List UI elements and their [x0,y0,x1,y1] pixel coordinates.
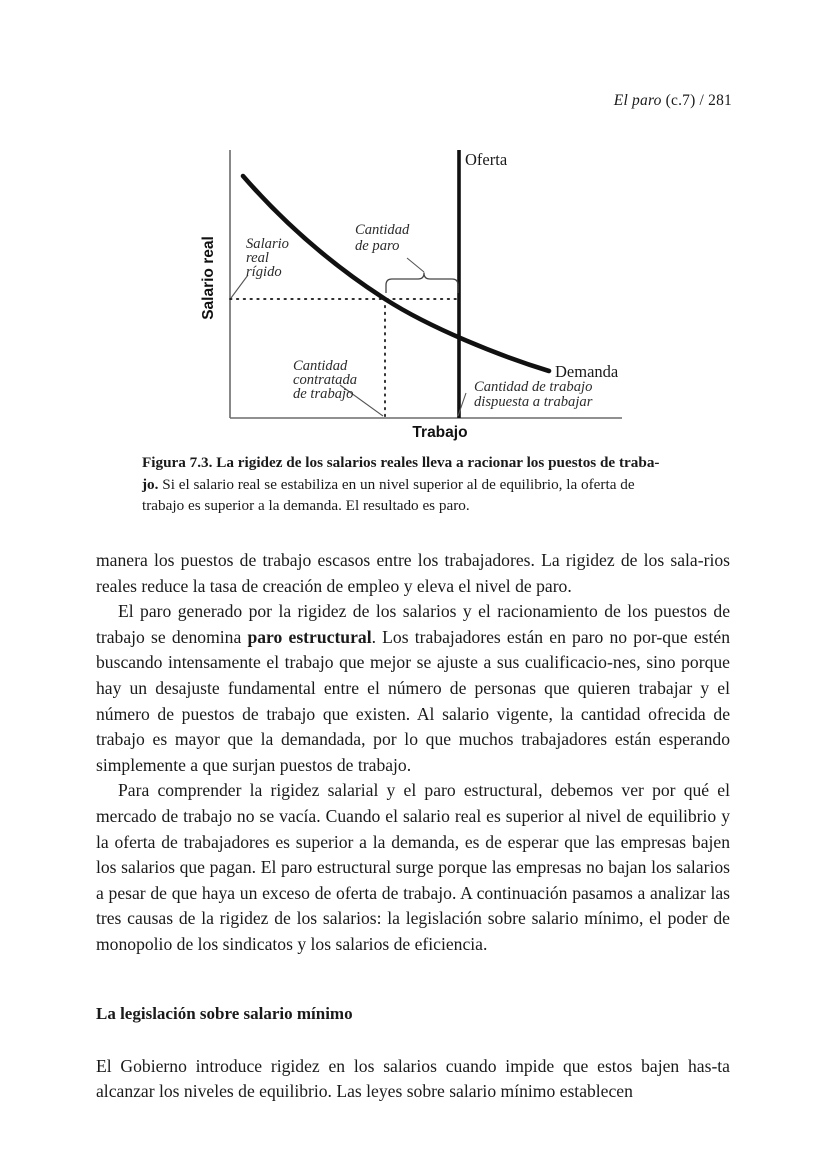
paragraph-2 [96,599,730,778]
spacer-before-subheading [96,958,730,1002]
body-text-column [96,548,730,1105]
paragraph-1 [96,548,730,599]
paragraph-4 [96,1054,730,1105]
supply-label: Oferta [465,150,508,169]
hired-quantity-label-line1: Cantidad [293,358,348,374]
paragraph-3-text: Para comprender la rigidez salarial y el paro estructural, debemos ver por qué el mercado de trabajo no se vacía. Cuando el salario real es superior al nivel de equilibrio y la oferta de trabajadores es superior a la demanda, es de esperar que las empresas bajen los salarios que pagan. El paro estructural surge porque las empresas no bajan los salarios a pesar de que haya un exceso de oferta de trabajo. A continuación pasamos a analizar las tres causas de la rigidez de los salarios: la legislación sobre salario mínimo, el poder de monopolio de los sindicatos y los salarios de eficiencia. [96,780,730,954]
hired-quantity-label-line3: de trabajo [293,386,354,402]
y-axis-label: Salario real [200,236,217,320]
page-number: 281 [708,92,732,109]
paragraph-2-text-b: . Los trabajadores están en paro no por-que estén buscando intensamente el trabajo que mejor se ajuste a sus cualificacio-nes, sino porque hay un desajuste fundamental entre el número de personas que quieren trabajar y el número de puestos de trabajo que existen. Al salario vigente, la cantidad ofrecida de trabajo es mayor que la demandada, por lo que muchos trabajadores están esperando simplemente a que surjan puestos de trabajo. [96,626,731,775]
unemployment-label-line1: Cantidad [355,222,410,238]
paragraph-1-text: manera los puestos de trabajo escasos entre los trabajadores. La rigidez de los sala-rios reales reduce la tasa de creación de empleo y eleva el nivel de paro. [96,550,730,596]
spacer-after-subheading [96,1026,730,1054]
subheading-minimum-wage: La legislación sobre salario mínimo [96,1003,353,1023]
willing-quantity-label-line2: dispuesta a trabajar [474,394,593,410]
paragraph-2-text-a: El paro generado por la rigidez de los salarios y el racionamiento de los puestos de trabajo se denomina [96,601,730,647]
rigid-wage-label-line1: Salario [246,236,289,252]
running-head [614,92,732,110]
x-axis-label: Trabajo [412,424,468,441]
figure-caption-text-line3: trabajo es superior a la demanda. El resultado es paro. [142,497,470,514]
demand-curve [243,176,549,371]
willing-quantity-label-line1: Cantidad de trabajo [474,379,593,395]
figure-7-3 [0,138,828,448]
rigid-wage-label-line2: real [246,250,269,266]
hired-quantity-label-line2: contratada [293,372,358,388]
running-head-chapter: (c.7) [665,92,696,109]
figure-caption-bold-line2: jo. [142,475,159,493]
term-paro-estructural: paro estructural [247,626,372,647]
paragraph-4-text: El Gobierno introduce rigidez en los salarios cuando impide que estos bajen has-ta alcanzar los niveles de equilibrio. Las leyes sobre salario mínimo establecen [96,1055,730,1102]
figure-caption [142,452,726,517]
unemployment-label-line2: de paro [355,238,400,254]
figure-caption-bold-line1: Figura 7.3. La rigidez de los salarios reales lleva a racionar los puestos de traba- [142,454,660,471]
figure-caption-text-line2: Si el salario real se estabiliza en un nivel superior al de equilibrio, la oferta de [158,475,635,493]
running-head-book-title: El paro [613,92,662,109]
rigid-wage-label-line3: rígido [246,264,282,280]
paragraph-3 [96,778,730,957]
unemployment-brace [386,273,458,293]
labour-market-diagram [0,138,828,448]
demand-label: Demanda [555,362,619,381]
running-head-separator: / [699,92,705,109]
leader-line-unemployment [407,258,424,272]
